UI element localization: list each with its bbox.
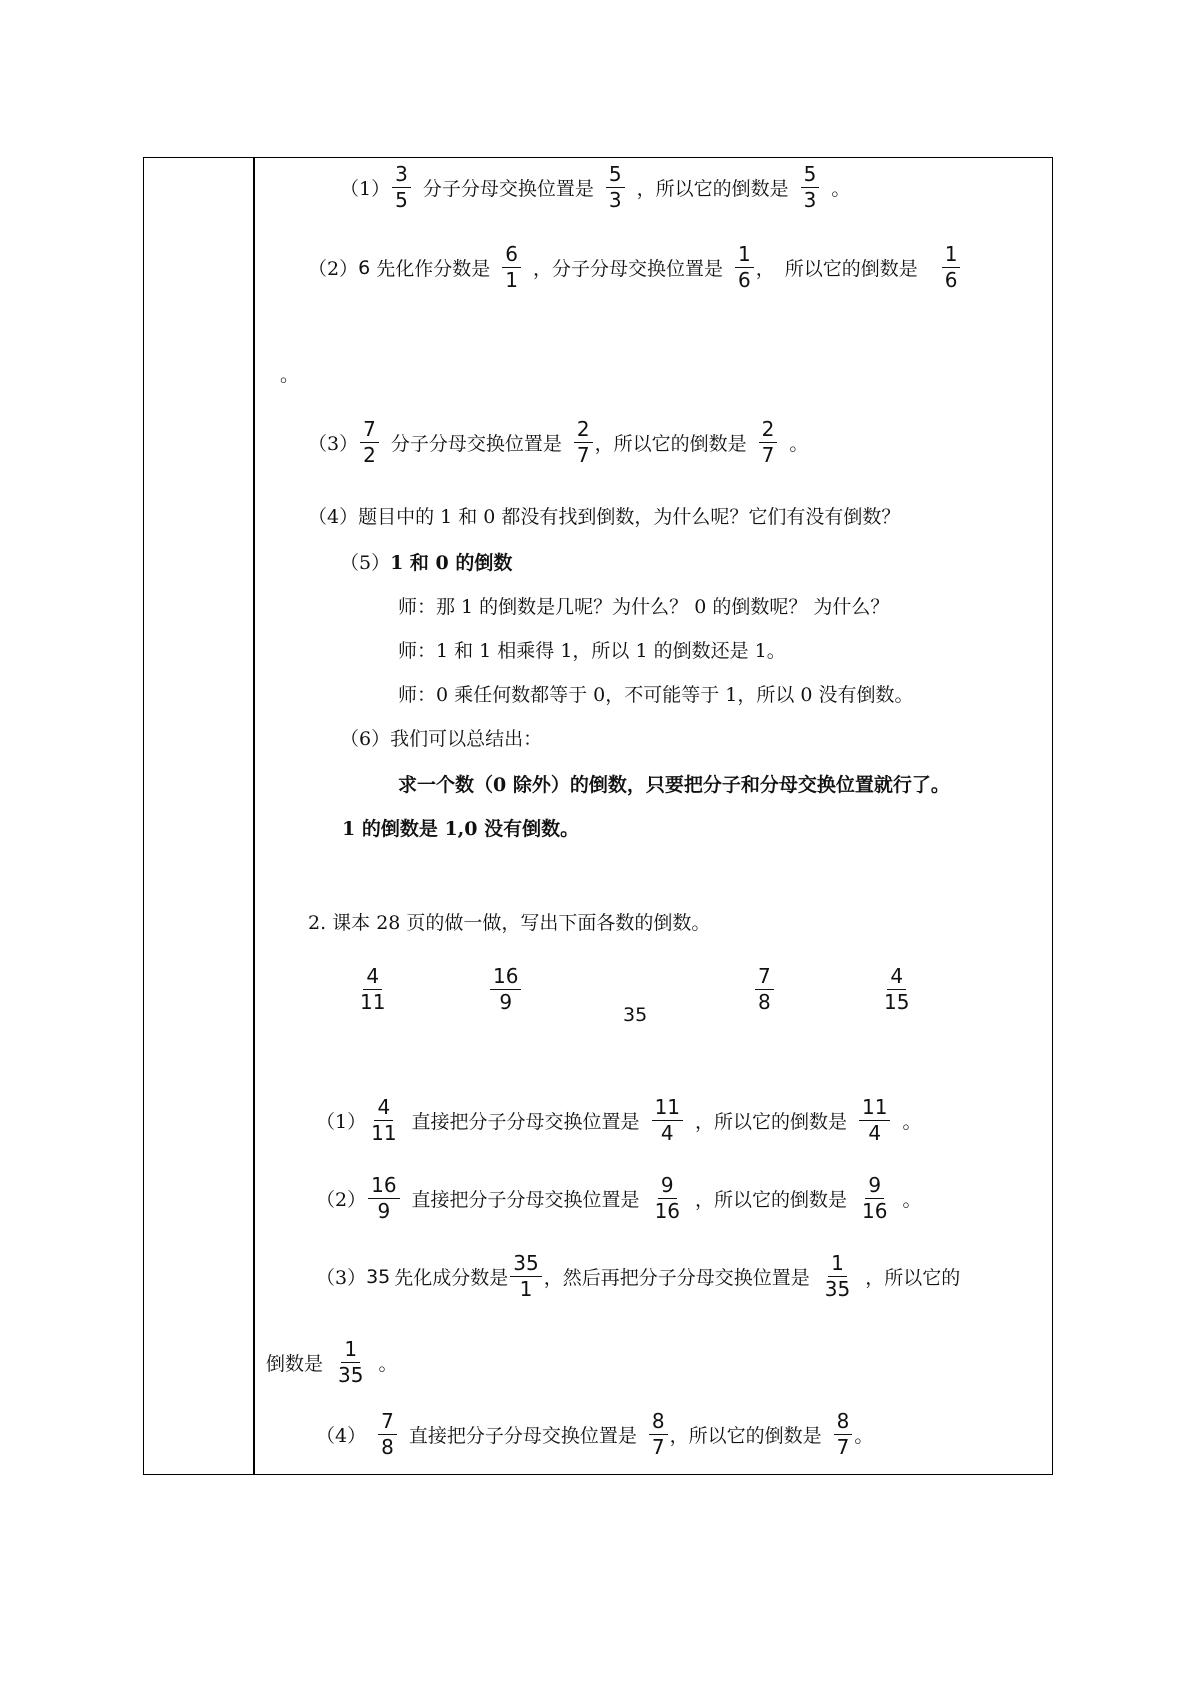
text: ，所以它的倒数是 [636, 178, 789, 200]
text: ，所以它的倒数是 [669, 1425, 822, 1447]
answer-1-line [316, 1096, 922, 1145]
fraction: $\frac{11}{4}$ [859, 1096, 890, 1145]
text: 。 [854, 1425, 874, 1447]
text: ，所以它的 [865, 1267, 961, 1289]
step-5-line [340, 548, 512, 575]
fraction: $\frac{11}{4}$ [652, 1096, 683, 1145]
text: 倒数是 [266, 1353, 324, 1375]
step-label: （1） [316, 1111, 367, 1133]
answer-3-cont [266, 1338, 397, 1387]
text: 师：1 和 1 相乘得 1，所以 1 的倒数还是 1。 [398, 640, 786, 662]
text: ， [755, 258, 775, 280]
text: 师：0 乘任何数都等于 0，不可能等于 1，所以 0 没有倒数。 [398, 684, 914, 706]
step-2-end [280, 360, 299, 387]
text: 直接把分子分母交换位置是 [411, 1189, 640, 1211]
fraction: $\frac{1}{35}$ [338, 1337, 364, 1387]
text: ，然后再把分子分母交换位置是 [543, 1267, 810, 1289]
fraction: $\frac{5}{3}$ [801, 163, 820, 212]
text: ，分子分母交换位置是 [532, 258, 723, 280]
step-label: （1） [340, 178, 391, 200]
list-fraction-a [355, 965, 390, 1014]
fraction: $\frac{9}{16}$ [654, 1173, 681, 1223]
fraction: $\frac{7}{2}$ [360, 418, 379, 467]
step-label: （4） [316, 1425, 367, 1447]
text: 2. 课本 28 页的做一做，写出下面各数的倒数。 [308, 912, 711, 934]
step-4-line [308, 502, 900, 529]
step-label: （3） [316, 1267, 367, 1289]
number: 35 [366, 1265, 391, 1288]
text: ，所以它的倒数是 [695, 1111, 848, 1133]
list-fraction-b [488, 965, 523, 1014]
teacher-line-2 [398, 636, 786, 663]
answer-4-line [316, 1410, 873, 1459]
text: 先化成分数是 [394, 1267, 509, 1289]
teacher-line-3 [398, 680, 914, 707]
fraction: $\frac{4}{11}$ [371, 1095, 397, 1145]
fraction: $\frac{6}{1}$ [502, 243, 521, 292]
fraction: $\frac{7}{8}$ [378, 1410, 397, 1459]
text: 分子分母交换位置是 [422, 178, 594, 200]
fraction: $\frac{35}{1}$ [510, 1252, 541, 1301]
section-title: 1 和 0 的倒数 [390, 552, 513, 574]
teacher-line-1 [398, 592, 889, 619]
text: 所以它的倒数是 [784, 258, 918, 280]
step-label: （3） [308, 433, 359, 455]
list-fraction-e [879, 965, 914, 1014]
text: 。 [902, 1189, 922, 1211]
step-3-line [308, 418, 808, 467]
summary-line-1 [398, 770, 950, 797]
step-1-line [340, 163, 850, 212]
fraction: $\frac{4}{11}$ [360, 964, 386, 1014]
text: 直接把分子分母交换位置是 [408, 1425, 637, 1447]
step-2-line [308, 243, 962, 292]
text: 。 [902, 1111, 922, 1133]
text: 。 [789, 433, 809, 455]
fraction: $\frac{1}{6}$ [735, 243, 754, 292]
text: 1 的倒数是 1,0 没有倒数。 [342, 818, 580, 840]
number: 6 [358, 256, 371, 279]
fraction: $\frac{5}{3}$ [606, 163, 625, 212]
fraction: $\frac{2}{7}$ [574, 418, 593, 467]
text: 。 [378, 1353, 398, 1375]
answer-2-line [316, 1174, 922, 1223]
text: 求一个数（0 除外）的倒数，只要把分子和分母交换位置就行了。 [398, 774, 950, 796]
fraction: $\frac{3}{5}$ [392, 163, 411, 212]
text: ，所以它的倒数是 [594, 433, 747, 455]
fraction: $\frac{1}{35}$ [824, 1251, 851, 1301]
text: 。 [831, 178, 851, 200]
text: 师：那 1 的倒数是几呢？为什么？ 0 的倒数呢？ 为什么？ [398, 596, 890, 618]
list-number-c [623, 1004, 647, 1026]
answer-3-line [316, 1252, 960, 1301]
text: 分子分母交换位置是 [390, 433, 562, 455]
step-6-line [340, 724, 542, 751]
step-label: （2） [308, 258, 359, 280]
fraction: $\frac{4}{15}$ [884, 964, 910, 1014]
fraction: $\frac{1}{6}$ [942, 243, 961, 292]
fraction: $\frac{2}{7}$ [759, 418, 778, 467]
text: （4）题目中的 1 和 0 都没有找到倒数，为什么呢？它们有没有倒数？ [308, 506, 901, 528]
exercise-2-title [308, 908, 710, 935]
fraction: $\frac{8}{7}$ [649, 1410, 668, 1459]
column-divider [253, 157, 255, 1475]
text: （6）我们可以总结出： [340, 728, 543, 750]
list-fraction-d [753, 965, 776, 1014]
fraction: $\frac{7}{8}$ [755, 965, 774, 1014]
fraction: $\frac{16}{9}$ [490, 965, 521, 1014]
step-label: （5） [340, 552, 391, 574]
summary-line-2 [342, 814, 579, 841]
text: 直接把分子分母交换位置是 [411, 1111, 640, 1133]
text: 先化作分数是 [376, 258, 491, 280]
text: 。 [280, 364, 300, 386]
fraction: $\frac{8}{7}$ [834, 1410, 853, 1459]
text: ，所以它的倒数是 [695, 1189, 848, 1211]
fraction: $\frac{16}{9}$ [368, 1174, 399, 1223]
number: 35 [623, 1004, 648, 1026]
fraction: $\frac{9}{16}$ [862, 1173, 888, 1223]
step-label: （2） [316, 1189, 367, 1211]
